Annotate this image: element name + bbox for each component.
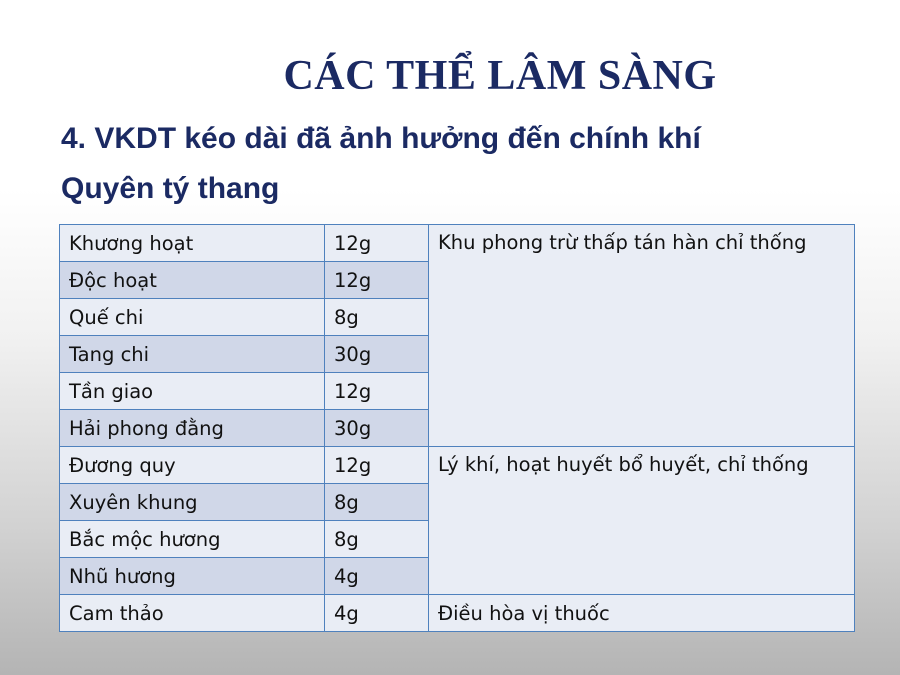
table-row bbox=[60, 595, 855, 632]
herb-dose-cell: 8g bbox=[325, 484, 429, 521]
herb-name-cell: Bắc mộc hương bbox=[60, 521, 325, 558]
subtitle-line-1: 4. VKDT kéo dài đã ảnh hưởng đến chính khí bbox=[61, 122, 701, 155]
table-row bbox=[60, 225, 855, 262]
slide-title: CÁC THỂ LÂM SÀNG bbox=[283, 53, 717, 99]
herb-name-cell: Khương hoạt bbox=[60, 225, 325, 262]
slide-subtitle bbox=[61, 114, 701, 214]
herb-name-cell: Tần giao bbox=[60, 373, 325, 410]
table-row bbox=[60, 447, 855, 484]
herb-dose-cell: 12g bbox=[325, 225, 429, 262]
herb-dose-cell: 30g bbox=[325, 336, 429, 373]
herb-name-cell: Cam thảo bbox=[60, 595, 325, 632]
herb-effect-cell: Lý khí, hoạt huyết bổ huyết, chỉ thống bbox=[429, 447, 855, 595]
herb-dose-cell: 12g bbox=[325, 262, 429, 299]
herb-name-cell: Độc hoạt bbox=[60, 262, 325, 299]
herb-name-cell: Hải phong đằng bbox=[60, 410, 325, 447]
herb-name-cell: Xuyên khung bbox=[60, 484, 325, 521]
herb-dose-cell: 8g bbox=[325, 299, 429, 336]
herb-dose-cell: 4g bbox=[325, 595, 429, 632]
herb-name-cell: Tang chi bbox=[60, 336, 325, 373]
herb-dose-cell: 4g bbox=[325, 558, 429, 595]
herb-name-cell: Đương quy bbox=[60, 447, 325, 484]
herb-dose-cell: 12g bbox=[325, 447, 429, 484]
herb-table bbox=[59, 224, 855, 632]
herb-dose-cell: 30g bbox=[325, 410, 429, 447]
subtitle-line-2: Quyên tý thang bbox=[61, 172, 280, 205]
herb-name-cell: Quế chi bbox=[60, 299, 325, 336]
herb-dose-cell: 12g bbox=[325, 373, 429, 410]
herb-name-cell: Nhũ hương bbox=[60, 558, 325, 595]
herb-dose-cell: 8g bbox=[325, 521, 429, 558]
herb-effect-cell: Điều hòa vị thuốc bbox=[429, 595, 855, 632]
herb-effect-cell: Khu phong trừ thấp tán hàn chỉ thống bbox=[429, 225, 855, 447]
